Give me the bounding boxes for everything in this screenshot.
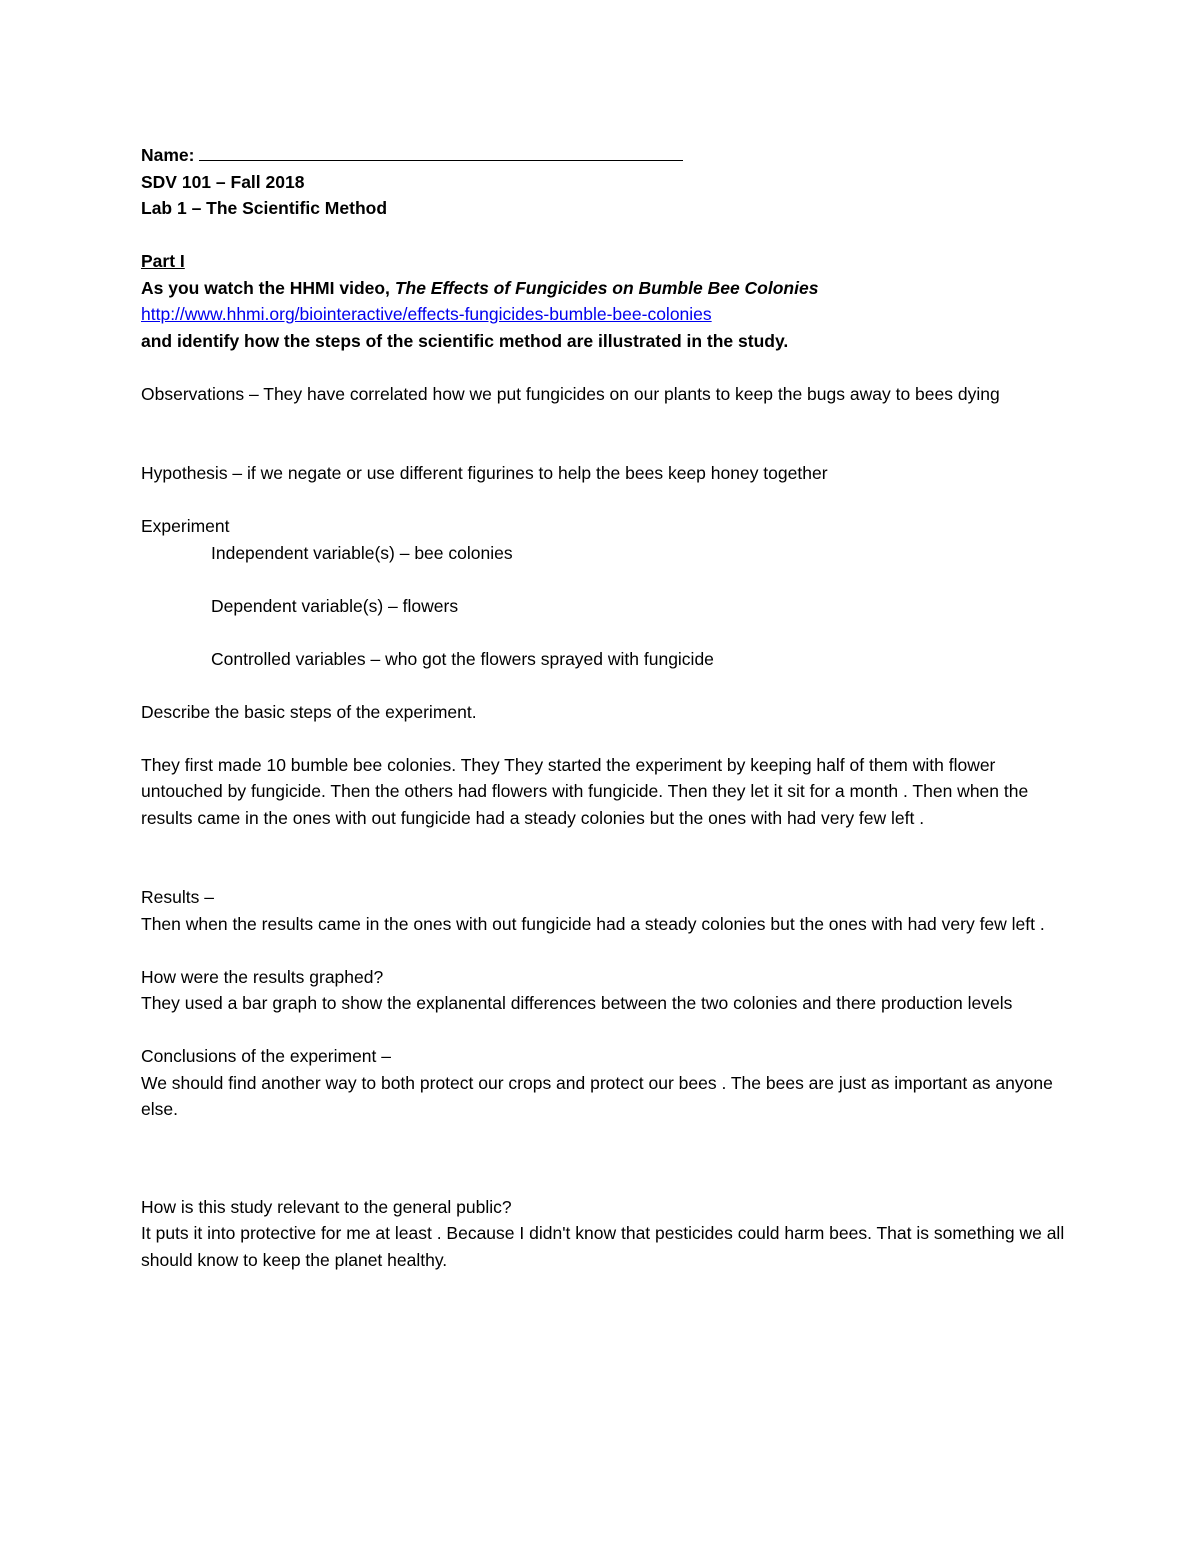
experiment-label: Experiment [141, 516, 230, 536]
worksheet-page [141, 142, 1071, 1273]
independent-variable: Independent variable(s) – bee colonies [211, 542, 513, 563]
relevance-question: How is this study relevant to the general public? [141, 1196, 512, 1217]
graphed-answer: They used a bar graph to show the explanental differences between the two colonies and there production levels [141, 993, 1013, 1013]
hypothesis-label: Hypothesis – [141, 463, 243, 483]
instruction: and identify how the steps of the scientific method are illustrated in the study. [141, 330, 789, 351]
video-link[interactable]: http://www.hhmi.org/biointeractive/effects-fungicides-bumble-bee-colonies [141, 304, 712, 324]
dependent-variable: Dependent variable(s) – flowers [211, 595, 459, 616]
conclusions-answer: We should find another way to both protect our crops and protect our bees . The bees are just as important as anyone else. [141, 1072, 1053, 1119]
conclusions-label: Conclusions of the experiment – [141, 1046, 391, 1066]
url-row [141, 301, 1071, 328]
graphed-question: How were the results graphed? [141, 966, 384, 987]
hypothesis-answer: if we negate or use different figurines to help the bees keep honey together [242, 463, 828, 483]
course-title: SDV 101 – Fall 2018 [141, 171, 305, 192]
observations-answer: They have correlated how we put fungicides on our plants to keep the bugs away to bees dying [258, 383, 1000, 404]
describe-answer: They first made 10 bumble bee colonies. They They started the experiment by keeping half of them with flower untouched by fungicide. Then the others had flowers with fungicide. Then they let it sit for a month . Then when the results came in the ones with out fungicide had a steady colonies but the ones with had very few left . [141, 754, 1029, 828]
results-label: Results – [141, 887, 214, 907]
hypothesis-block [141, 460, 1071, 487]
intro-line [141, 275, 1071, 302]
observations-label: Observations – [141, 383, 259, 404]
relevance-answer: It puts it into protective for me at least . Because I didn't know that pesticides could harm bees. That is something we all should know to keep the planet healthy. [141, 1223, 1065, 1270]
name-blank-line [199, 142, 683, 161]
describe-question: Describe the basic steps of the experiment. [141, 701, 477, 722]
intro-prefix: As you watch the HHMI video, [141, 277, 390, 298]
observations-block [141, 381, 1071, 408]
part-title: Part I [141, 251, 185, 271]
controlled-variables: Controlled variables – who got the flowers sprayed with fungicide [211, 648, 714, 669]
name-row [141, 142, 1071, 169]
video-title: The Effects of Fungicides on Bumble Bee Colonies [394, 277, 819, 298]
name-label: Name: [141, 145, 195, 165]
lab-title: Lab 1 – The Scientific Method [141, 198, 388, 218]
results-answer: Then when the results came in the ones with out fungicide had a steady colonies but the ones with had very few left . [141, 913, 1045, 934]
